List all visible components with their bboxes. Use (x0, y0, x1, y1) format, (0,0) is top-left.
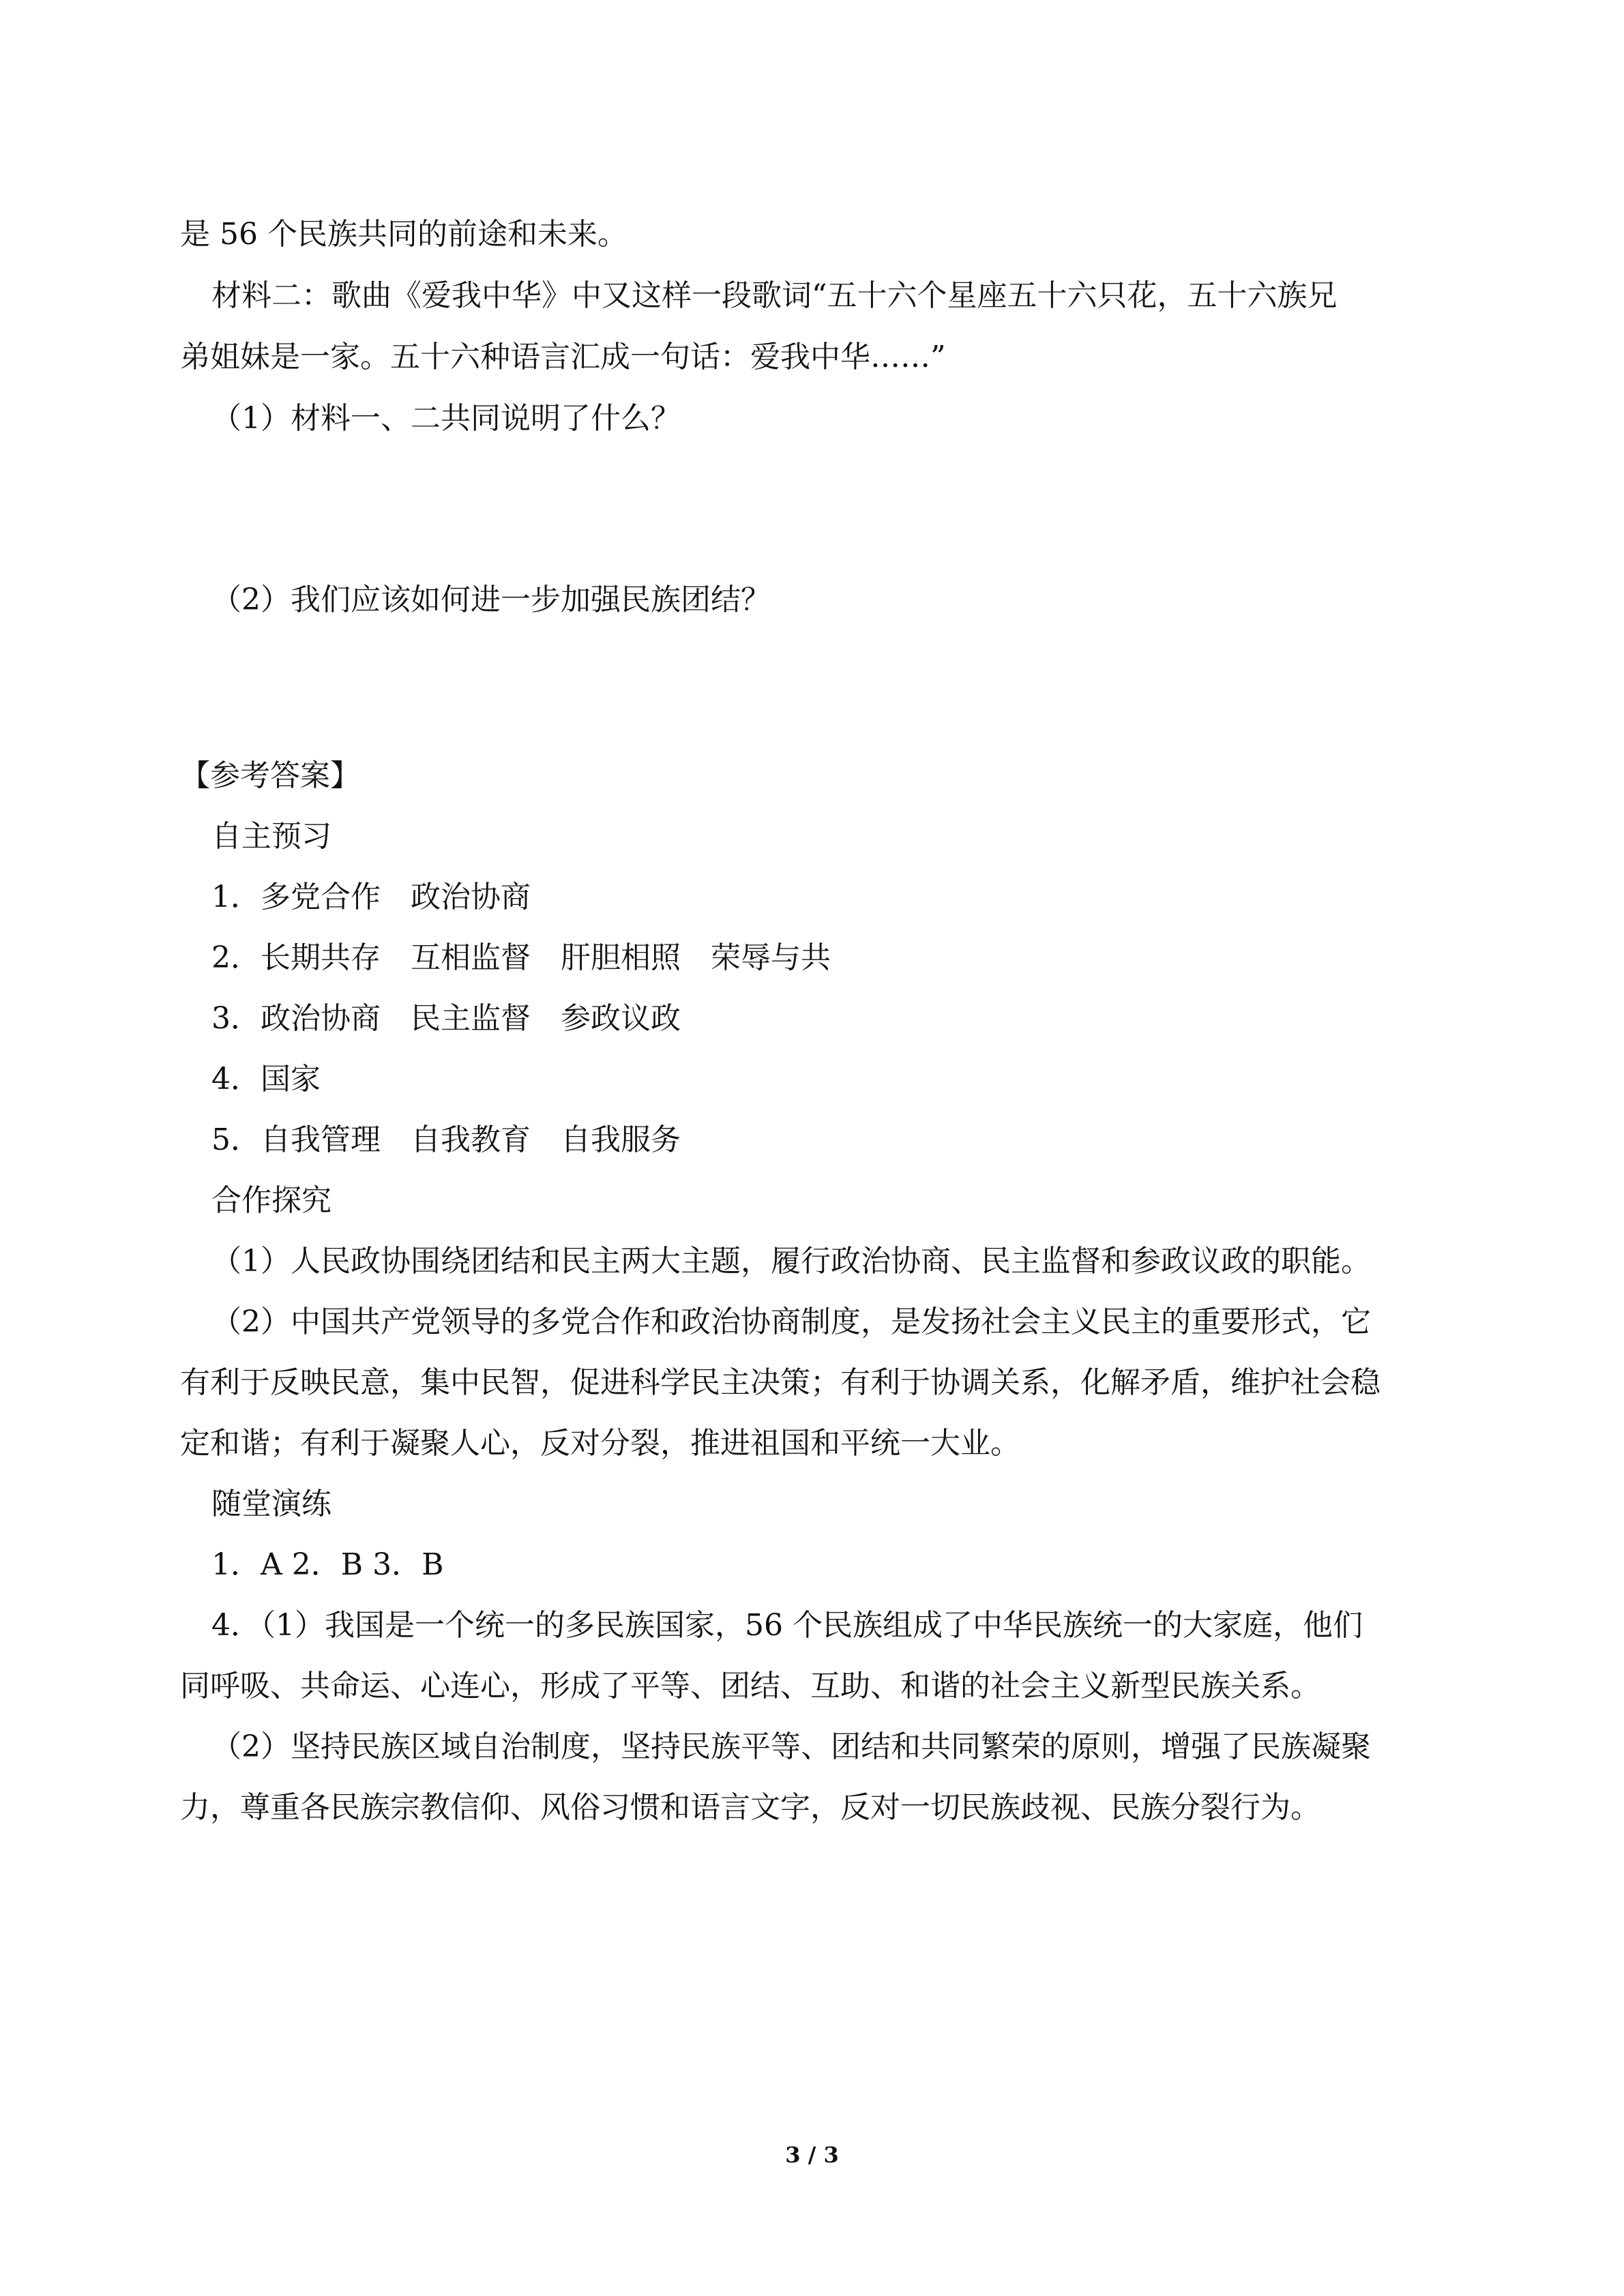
text-line: 弟姐妹是一家。五十六种语言汇成一句话：爱我中华……” (180, 340, 946, 374)
section-heading-answers: 【参考答案】 (180, 758, 360, 793)
subsection-heading: 自主预习 (211, 819, 331, 854)
answer-item: 1．多党合作 政治协商 (211, 880, 531, 914)
question-1: （1）材料一、二共同说明了什么？ (211, 401, 681, 436)
text-line: 有利于反映民意，集中民智，促进科学民主决策；有利于协调关系，化解矛盾，维护社会稳 (180, 1365, 1381, 1400)
answer-item: 4．国家 (211, 1062, 321, 1097)
answer-item: 3．政治协商 民主监督 参政议政 (211, 1001, 681, 1036)
question-2: （2）我们应该如何进一步加强民族团结？ (211, 582, 771, 617)
text-line: 定和谐；有利于凝聚人心，反对分裂，推进祖国和平统一大业。 (180, 1426, 1020, 1461)
answer-item: （2）中国共产党领导的多党合作和政治协商制度，是发扬社会主义民主的重要形式，它 (211, 1304, 1371, 1339)
answer-item: 4．（1）我国是一个统一的多民族国家，56 个民族组成了中华民族统一的大家庭，他们 (211, 1608, 1363, 1643)
answer-item: 2．长期共存 互相监督 肝胆相照 荣辱与共 (211, 940, 831, 975)
answer-item: 5．自我管理 自我教育 自我服务 (211, 1122, 681, 1157)
text-line: 材料二：歌曲《爱我中华》中又这样一段歌词“五十六个星座五十六只花，五十六族兄 (211, 278, 1338, 313)
answer-item: 1．A 2．B 3．B (211, 1547, 444, 1582)
text-line: 同呼吸、共命运、心连心，形成了平等、团结、互助、和谐的社会主义新型民族关系。 (180, 1669, 1320, 1703)
page-number: 3 / 3 (785, 2142, 839, 2168)
answer-item: （1）人民政协围绕团结和民主两大主题，履行政治协商、民主监督和参政议政的职能。 (211, 1244, 1371, 1279)
answer-item: （2）坚持民族区域自治制度，坚持民族平等、团结和共同繁荣的原则，增强了民族凝聚 (211, 1729, 1371, 1764)
subsection-heading: 随堂演练 (211, 1487, 331, 1521)
text-line: 力，尊重各民族宗教信仰、风俗习惯和语言文字，反对一切民族歧视、民族分裂行为。 (180, 1790, 1320, 1825)
subsection-heading: 合作探究 (211, 1183, 331, 1218)
text-line: 是 56 个民族共同的前途和未来。 (180, 217, 628, 252)
